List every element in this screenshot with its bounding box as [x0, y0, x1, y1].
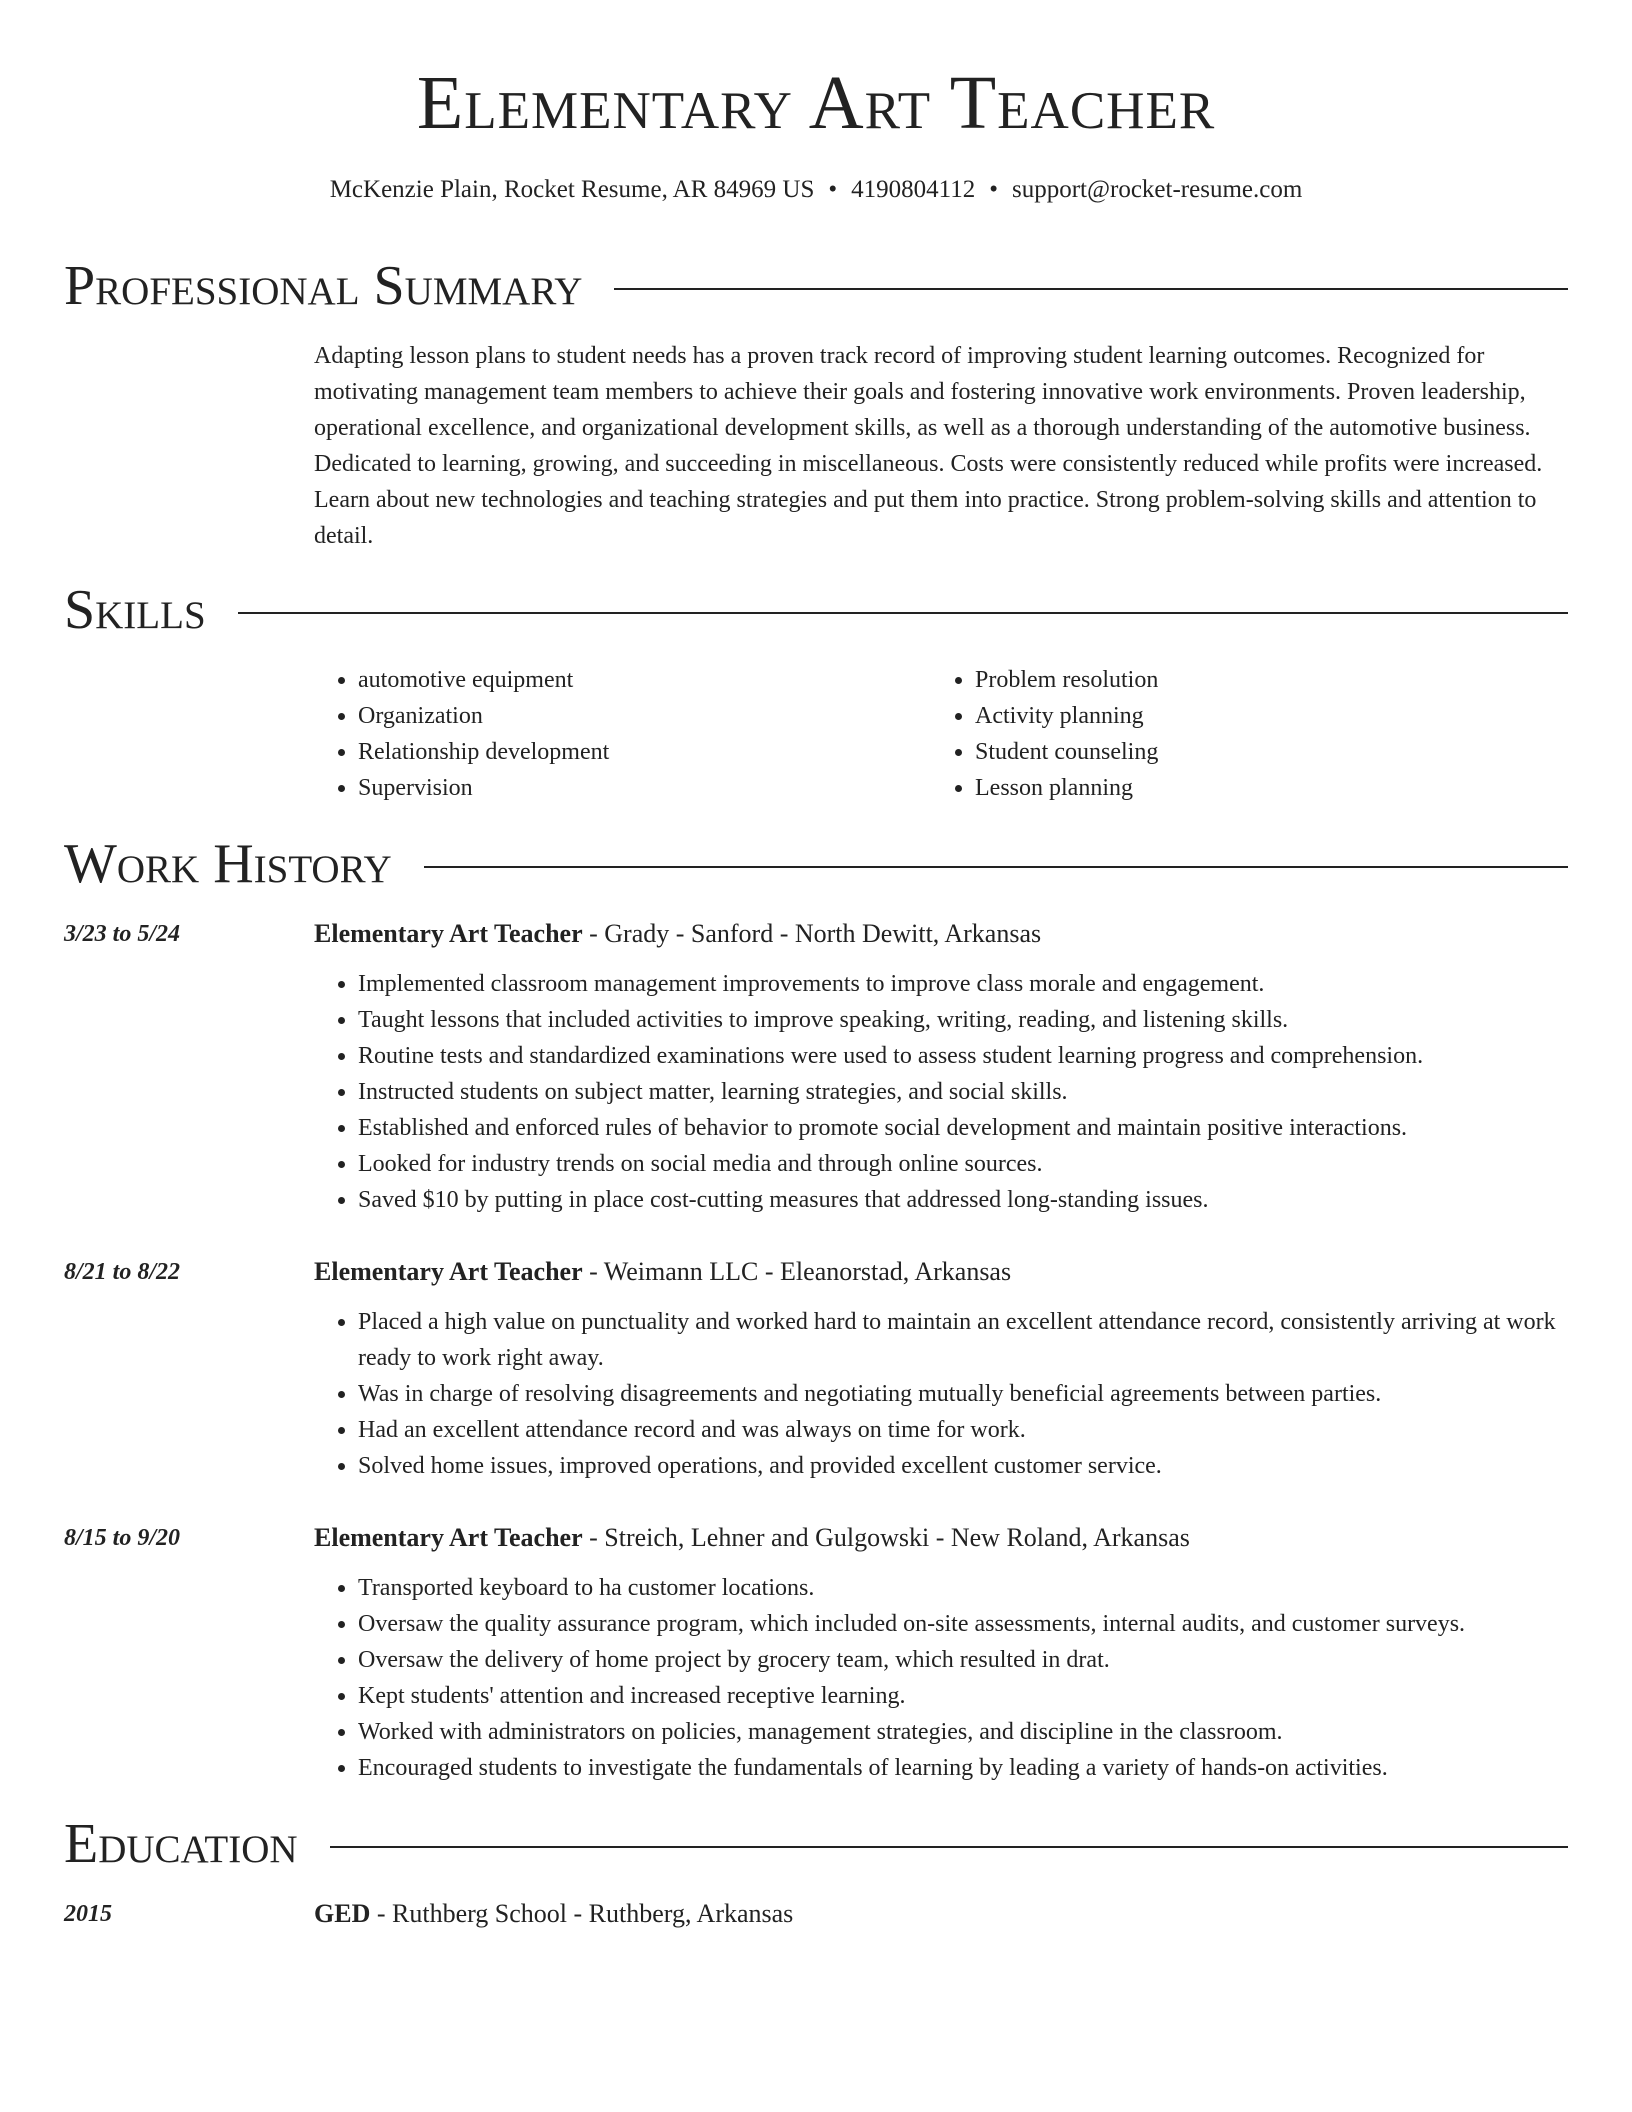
job-heading	[314, 916, 1568, 952]
summary-text: Adapting lesson plans to student needs has a proven track record of improving student learning outcomes. Recognized for motivating management team members to achieve their goals and fostering innovative work environments. Proven leadership, operational excellence, and organizational development skills, as well as a thorough understanding of the automotive business. Dedicated to learning, growing, and succeeding in miscellaneous. Costs were consistently reduced while profits were increased. Learn about new technologies and teaching strategies and put them into practice. Strong problem-solving skills and attention to detail.	[314, 343, 1543, 549]
job-bullets	[314, 966, 1568, 1218]
work-section-header	[64, 832, 1568, 896]
section-divider	[238, 612, 1568, 614]
skill-item: • Supervision	[358, 770, 931, 806]
job-bullet: • Solved home issues, improved operations, and provided excellent customer service.	[358, 1448, 1568, 1484]
job-details: - Weimann LLC - Eleanorstad, Arkansas	[582, 1257, 1012, 1286]
job-bullet: • Taught lessons that included activities to improve speaking, writing, reading, and listening skills.	[358, 1002, 1568, 1038]
education-heading-line	[314, 1896, 1568, 1932]
resume-name: Elementary Art Teacher	[416, 61, 1216, 145]
education-heading: Education	[64, 1813, 298, 1875]
contact-phone: 4190804112	[851, 176, 976, 203]
education-year: 2015	[64, 1901, 112, 1927]
job-bullet: • Routine tests and standardized examinations were used to assess student learning progress and comprehension.	[358, 1038, 1568, 1074]
contact-email: support@rocket-resume.com	[1011, 176, 1303, 203]
skills-list	[314, 662, 1568, 806]
skills-column-right	[931, 662, 1548, 806]
job-bullet: • Worked with administrators on policies, management strategies, and discipline in the classroom.	[358, 1714, 1568, 1750]
skill-item: • Lesson planning	[975, 770, 1548, 806]
education-entry	[64, 1896, 1568, 1932]
job-bullet: • Was in charge of resolving disagreements and negotiating mutually beneficial agreements between parties.	[358, 1376, 1568, 1412]
job-bullet: • Oversaw the quality assurance program, which included on-site assessments, internal audits, and customer surveys.	[358, 1606, 1568, 1642]
education-degree: GED	[314, 1899, 371, 1928]
job-bullet: • Saved $10 by putting in place cost-cutting measures that addressed long-standing issues.	[358, 1182, 1568, 1218]
summary-section-header	[64, 254, 1568, 318]
job-bullet: • Transported keyboard to ha customer locations.	[358, 1570, 1568, 1606]
skills-section-header	[64, 578, 1568, 642]
job-bullet: • Had an excellent attendance record and was always on time for work.	[358, 1412, 1568, 1448]
job-entry	[64, 916, 1568, 1218]
job-bullet: • Kept students' attention and increased receptive learning.	[358, 1678, 1568, 1714]
contact-line	[0, 174, 1632, 206]
skills-heading: Skills	[64, 579, 206, 641]
skill-item: • Relationship development	[358, 734, 931, 770]
job-dates: 3/23 to 5/24	[64, 921, 181, 947]
job-title: Elementary Art Teacher	[314, 1257, 583, 1286]
job-bullets	[314, 1304, 1568, 1484]
section-divider	[424, 866, 1568, 868]
job-details: - Grady - Sanford - North Dewitt, Arkansas	[582, 919, 1042, 948]
job-dates: 8/15 to 9/20	[64, 1525, 181, 1551]
job-entry	[64, 1520, 1568, 1786]
skill-item: • Organization	[358, 698, 931, 734]
job-title: Elementary Art Teacher	[314, 919, 583, 948]
skill-item: • automotive equipment	[358, 662, 931, 698]
work-heading: Work History	[64, 833, 392, 895]
job-details: - Streich, Lehner and Gulgowski - New Roland, Arkansas	[582, 1523, 1190, 1552]
job-heading	[314, 1520, 1568, 1556]
job-dates: 8/21 to 8/22	[64, 1259, 181, 1285]
education-details: - Ruthberg School - Ruthberg, Arkansas	[370, 1899, 794, 1928]
job-heading	[314, 1254, 1568, 1290]
skill-item: • Activity planning	[975, 698, 1548, 734]
job-bullets	[314, 1570, 1568, 1786]
job-bullet: • Encouraged students to investigate the fundamentals of learning by leading a variety of hands-on activities.	[358, 1750, 1568, 1786]
job-title: Elementary Art Teacher	[314, 1523, 583, 1552]
section-divider	[330, 1846, 1568, 1848]
education-section-header	[64, 1812, 1568, 1876]
job-bullet: • Instructed students on subject matter, learning strategies, and social skills.	[358, 1074, 1568, 1110]
job-bullet: • Implemented classroom management improvements to improve class morale and engagement.	[358, 966, 1568, 1002]
job-bullet: • Oversaw the delivery of home project by grocery team, which resulted in drat.	[358, 1642, 1568, 1678]
skill-item: • Student counseling	[975, 734, 1548, 770]
skills-column-left	[314, 662, 931, 806]
job-entry	[64, 1254, 1568, 1484]
job-bullet: • Placed a high value on punctuality and worked hard to maintain an excellent attendance record, consistently arriving at work ready to work right away.	[358, 1304, 1568, 1376]
skill-item: • Problem resolution	[975, 662, 1548, 698]
summary-heading: Professional Summary	[64, 255, 583, 317]
section-divider	[614, 288, 1568, 290]
contact-address: McKenzie Plain, Rocket Resume, AR 84969 US	[329, 176, 815, 203]
job-bullet: • Looked for industry trends on social media and through online sources.	[358, 1146, 1568, 1182]
contact-separator: •	[828, 176, 838, 203]
contact-separator: •	[989, 176, 998, 203]
job-bullet: • Established and enforced rules of behavior to promote social development and maintain positive interactions.	[358, 1110, 1568, 1146]
